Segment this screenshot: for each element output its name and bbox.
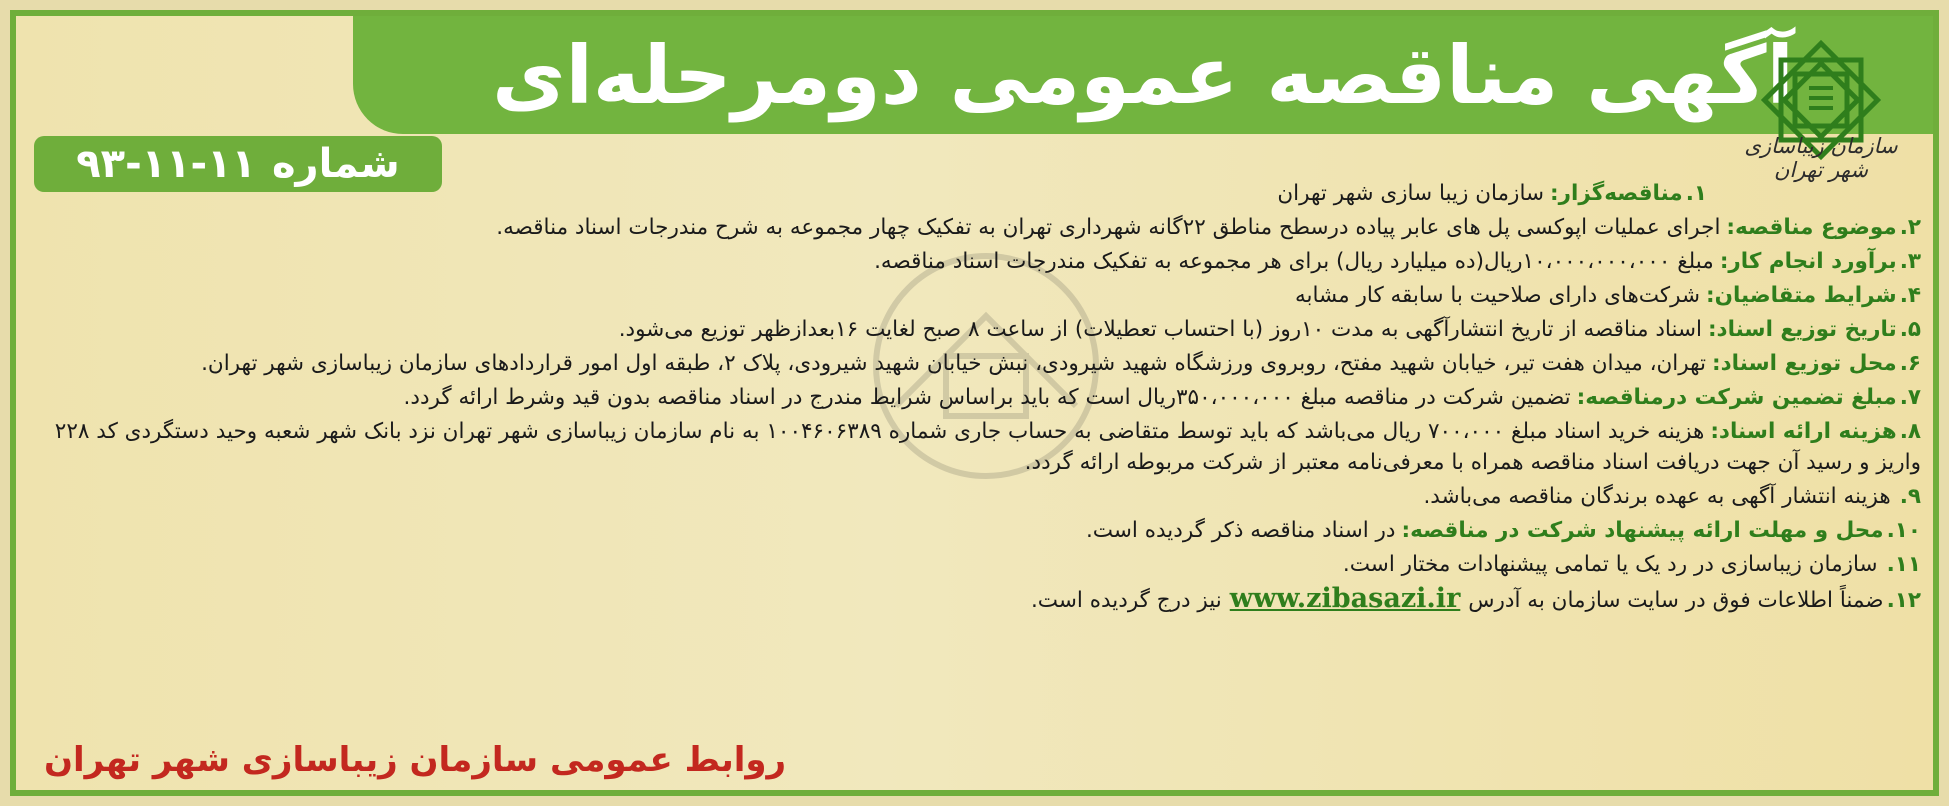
list-item-website (34, 583, 1921, 616)
list-item (34, 481, 1921, 512)
headline: آگهی مناقصه عمومی دومرحله‌ای (492, 28, 1794, 122)
list-item (34, 212, 1921, 243)
item-text: اجرای عملیات اپوکسی پل های عابر پیاده درسطح مناطق ۲۲گانه شهرداری تهران به تفکیک چهار مجموعه به شرح مندرجات اسناد مناقصه. (496, 215, 1721, 240)
item-label: تاریخ توزیع اسناد: (1707, 317, 1897, 342)
item-text-after: نیز درج گردیده است. (1030, 588, 1222, 613)
item-text: در اسناد مناقصه ذکر گردیده است. (1085, 518, 1396, 543)
logo-caption: سازمان زیباسازی شهر تهران (1744, 134, 1898, 182)
item-text: مبلغ ۱۰،۰۰۰،۰۰۰،۰۰۰ریال(ده میلیارد ریال) برای هر مجموعه به تفکیک مندرجات اسناد مناقصه. (874, 249, 1714, 274)
footer-public-relations: روابط عمومی سازمان زیباسازی شهر تهران (44, 740, 787, 780)
item-text: شرکت‌های دارای صلاحیت با سابقه کار مشابه (1294, 283, 1701, 308)
list-item (34, 246, 1921, 277)
item-number: ۸. (1899, 419, 1921, 444)
item-label: هزینه ارائه اسناد: (1710, 419, 1897, 444)
item-label: موضوع مناقصه: (1726, 215, 1897, 240)
item-number: ۶. (1899, 351, 1921, 376)
tender-advertisement (10, 10, 1939, 796)
item-number: ۲. (1899, 215, 1921, 240)
list-item (34, 348, 1921, 379)
item-text: تضمین شرکت در مناقصه مبلغ ۳۵۰،۰۰۰،۰۰۰ریال است که باید براساس شرایط مندرج در اسناد مناقصه بدون قید وشرط ارائه گردد. (403, 385, 1571, 410)
item-label: محل و مهلت ارائه پیشنهاد شرکت در مناقصه: (1401, 518, 1884, 543)
item-text: سازمان زیبا سازی شهر تهران (1277, 181, 1545, 206)
list-item (34, 178, 1707, 209)
item-number: ۱۲. (1886, 588, 1921, 613)
list-item (34, 515, 1921, 546)
item-number: ۳. (1899, 249, 1921, 274)
tender-items (34, 178, 1707, 212)
title-banner (353, 16, 1933, 134)
item-number: ۱. (1685, 181, 1707, 206)
item-number: ۱۱. (1886, 552, 1921, 577)
list-item (34, 280, 1921, 311)
number-label: شماره (271, 141, 400, 187)
item-label: محل توزیع اسناد: (1712, 351, 1897, 376)
tender-items-lower (34, 212, 1921, 619)
item-number: ۴. (1899, 283, 1921, 308)
item-label: مناقصه‌گزار: (1550, 181, 1683, 206)
website-link[interactable]: www.zibasazi.ir (1229, 583, 1461, 614)
item-text: سازمان زیباسازی در رد یک یا تمامی پیشنهادات مختار است. (1342, 552, 1878, 577)
item-label: شرایط متقاضیان: (1706, 283, 1897, 308)
item-text: اسناد مناقصه از تاریخ انتشارآگهی به مدت ۱۰روز (با احتساب تعطیلات) از ساعت ۸ صبح لغایت ۱۶بعدازظهر توزیع می‌شود. (618, 317, 1702, 342)
number-value: ۹۳-۱۱-۱۱ (76, 141, 256, 187)
item-number: ۵. (1899, 317, 1921, 342)
item-number: ۷. (1899, 385, 1921, 410)
item-label: برآورد انجام کار: (1719, 249, 1897, 274)
item-text: تهران، میدان هفت تیر، خیابان شهید مفتح، روبروی ورزشگاه شهید شیرودی، نبش خیابان شهید شیرودی، پلاک ۲، طبقه اول امور قراردادهای سازمان زیباسازی شهر تهران. (201, 351, 1707, 376)
list-item (34, 382, 1921, 413)
item-label: مبلغ تضمین شرکت درمناقصه: (1576, 385, 1897, 410)
list-item (34, 549, 1921, 580)
item-number: ۹. (1899, 484, 1921, 509)
list-item (34, 314, 1921, 345)
list-item (34, 416, 1921, 478)
item-text: هزینه خرید اسناد مبلغ ۷۰۰،۰۰۰ ریال می‌باشد که باید توسط متقاضی به حساب جاری شماره ۱۰۰۴۶۰۶۳۸۹ به نام سازمان زیباسازی شهر تهران نزد بانک شهر شعبه وحید دستگردی کد ۲۲۸ واریز و رسید آن جهت دریافت اسناد مناقصه همراه با معرفی‌نامه معتبر از شرکت مربوطه ارائه گردد. (54, 419, 1921, 475)
item-number: ۱۰. (1886, 518, 1921, 543)
item-text: هزینه انتشار آگهی به عهده برندگان مناقصه می‌باشد. (1423, 484, 1891, 509)
item-text-before: ضمناً اطلاعات فوق در سایت سازمان به آدرس (1468, 588, 1884, 613)
